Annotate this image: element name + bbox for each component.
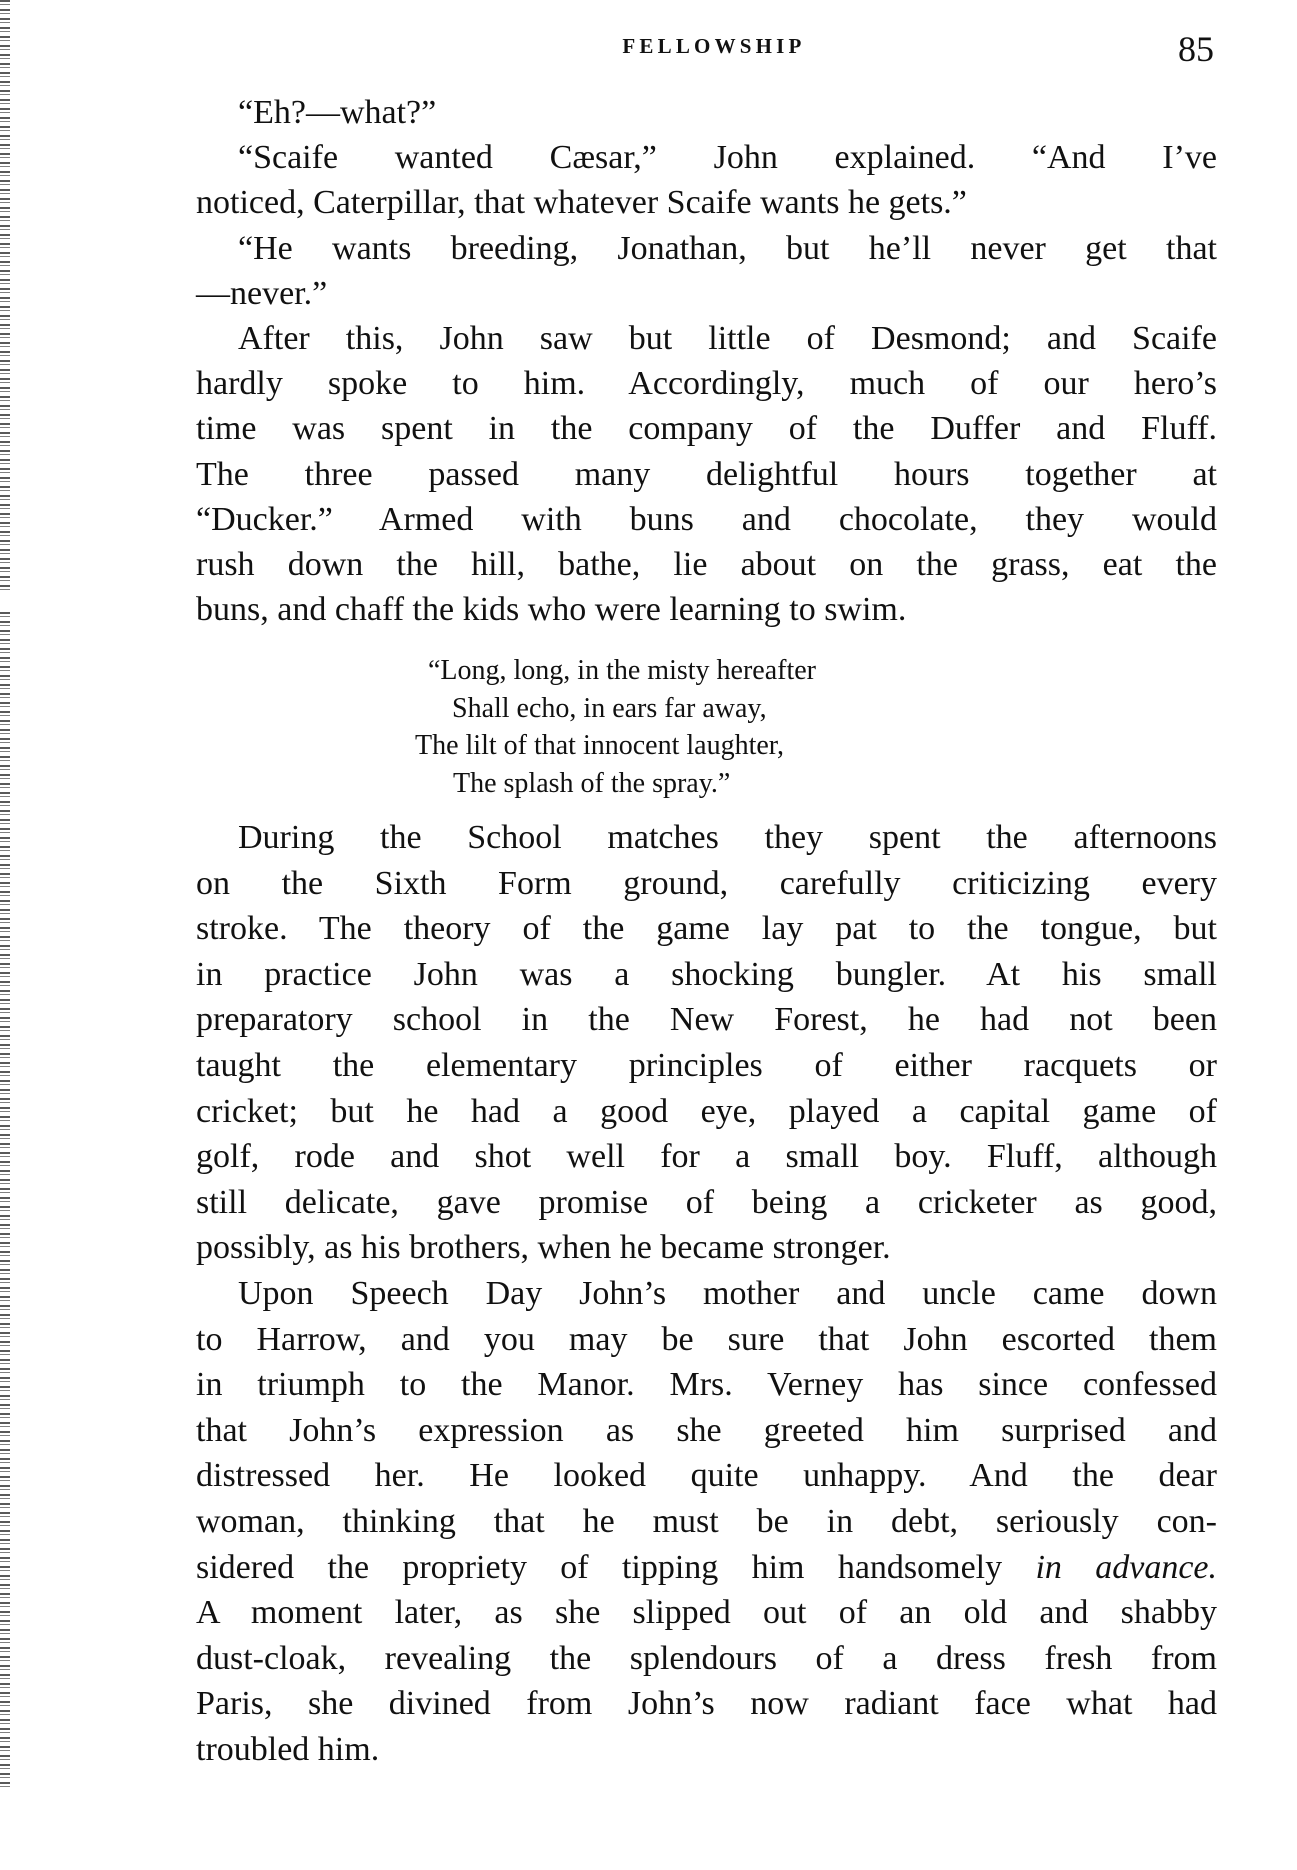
- text-line: [196, 864, 1217, 904]
- text-line: [196, 1548, 1217, 1588]
- text-line: [196, 455, 1217, 495]
- line-text: preparatory school in the New Forest, he had not been: [196, 1001, 1217, 1039]
- line-text: hardly spoke to him. Accordingly, much of our hero’s: [196, 365, 1217, 403]
- scan-edge-artifact: [0, 0, 10, 1870]
- line-text: in triumph to the Manor. Mrs. Verney has since confessed: [196, 1366, 1217, 1404]
- line-text: dust-cloak, revealing the splendours of a dress fresh from: [196, 1639, 1217, 1677]
- text-line: [238, 138, 1217, 178]
- page-number: 85: [1178, 29, 1214, 69]
- italic-phrase: in advance.: [1035, 1548, 1217, 1586]
- line-text: rush down the hill, bathe, lie about on the grass, eat the: [196, 546, 1217, 583]
- text-line: [238, 1274, 1217, 1314]
- text-line: [196, 1000, 1217, 1040]
- poem-line: The splash of the spray.”: [453, 767, 731, 799]
- line-text: During the School matches they spent the afternoons: [238, 819, 1217, 856]
- text-line: [196, 1456, 1217, 1496]
- line-text: time was spent in the company of the Duffer and Fluff.: [196, 410, 1217, 448]
- line-text: that John’s expression as she greeted him surprised and: [196, 1411, 1217, 1449]
- text-line: [238, 319, 1217, 359]
- text-line: [196, 590, 1217, 630]
- scan-edge-gap: [0, 590, 10, 610]
- text-line: [196, 364, 1217, 404]
- line-text: A moment later, as she slipped out of an old and shabby: [196, 1594, 1217, 1632]
- text-line: [196, 1320, 1217, 1360]
- text-line: [196, 1183, 1217, 1223]
- line-text: noticed, Caterpillar, that whatever Scaife wants he gets.”: [196, 184, 967, 222]
- text-line: [238, 229, 1217, 269]
- text-line: [196, 183, 1217, 223]
- line-text: stroke. The theory of the game lay pat to the tongue, but: [196, 910, 1217, 948]
- text-line: [196, 409, 1217, 449]
- text-line: [196, 1228, 1217, 1268]
- text-line: [238, 818, 1217, 858]
- text-line: [196, 1365, 1217, 1405]
- line-text: distressed her. He looked quite unhappy. And the dear: [196, 1457, 1217, 1495]
- text-line: [196, 1730, 1217, 1770]
- line-text: on the Sixth Form ground, carefully criticizing every: [196, 864, 1217, 902]
- line-text: sidered the propriety of tipping him handsomely: [196, 1548, 1003, 1586]
- line-text: Paris, she divined from John’s now radiant face what had: [196, 1685, 1217, 1723]
- text-line: [196, 545, 1217, 585]
- line-text: possibly, as his brothers, when he became stronger.: [196, 1229, 891, 1267]
- line-text: After this, John saw but little of Desmond; and Scaife: [238, 320, 1217, 357]
- poem-line: Shall echo, in ears far away,: [452, 692, 767, 724]
- line-text: The three passed many delightful hours together at: [196, 455, 1217, 493]
- text-line: [196, 909, 1217, 949]
- line-text: “Scaife wanted Cæsar,” John explained. “And I’ve: [238, 139, 1217, 177]
- line-text: troubled him.: [196, 1731, 380, 1768]
- scan-edge-gap: [0, 1790, 10, 1870]
- line-text: golf, rode and shot well for a small boy. Fluff, although: [196, 1138, 1217, 1176]
- text-line: [196, 1593, 1217, 1633]
- text-line: [196, 955, 1217, 995]
- line-text: still delicate, gave promise of being a cricketer as good,: [196, 1183, 1217, 1221]
- text-line: [196, 1411, 1217, 1451]
- text-line: [238, 93, 1217, 133]
- line-text: “He wants breeding, Jonathan, but he’ll never get that: [238, 229, 1217, 267]
- text-line: [196, 1639, 1217, 1679]
- text-line: [196, 500, 1217, 540]
- text-line: [196, 1092, 1217, 1132]
- text-line: [196, 274, 1217, 314]
- line-text: Upon Speech Day John’s mother and uncle came down: [238, 1275, 1217, 1312]
- line-text: woman, thinking that he must be in debt, seriously con-: [196, 1503, 1217, 1540]
- poem-line: The lilt of that innocent laughter,: [415, 730, 784, 761]
- text-line: [196, 1502, 1217, 1542]
- poem-line: “Long, long, in the misty hereafter: [428, 655, 816, 686]
- line-text: —never.”: [196, 274, 328, 312]
- text-line: [196, 1137, 1217, 1177]
- line-text: in practice John was a shocking bungler. At his small: [196, 955, 1217, 993]
- running-head: FELLOWSHIP: [622, 34, 806, 58]
- line-text: “Ducker.” Armed with buns and chocolate, they would: [196, 500, 1217, 538]
- line-text: buns, and chaff the kids who were learning to swim.: [196, 591, 907, 629]
- line-text: to Harrow, and you may be sure that John escorted them: [196, 1320, 1217, 1358]
- text-line: [196, 1046, 1217, 1086]
- line-text: cricket; but he had a good eye, played a capital game of: [196, 1092, 1217, 1130]
- line-text: “Eh?—what?”: [238, 94, 437, 131]
- text-line: [196, 1684, 1217, 1724]
- line-text: taught the elementary principles of either racquets or: [196, 1047, 1217, 1084]
